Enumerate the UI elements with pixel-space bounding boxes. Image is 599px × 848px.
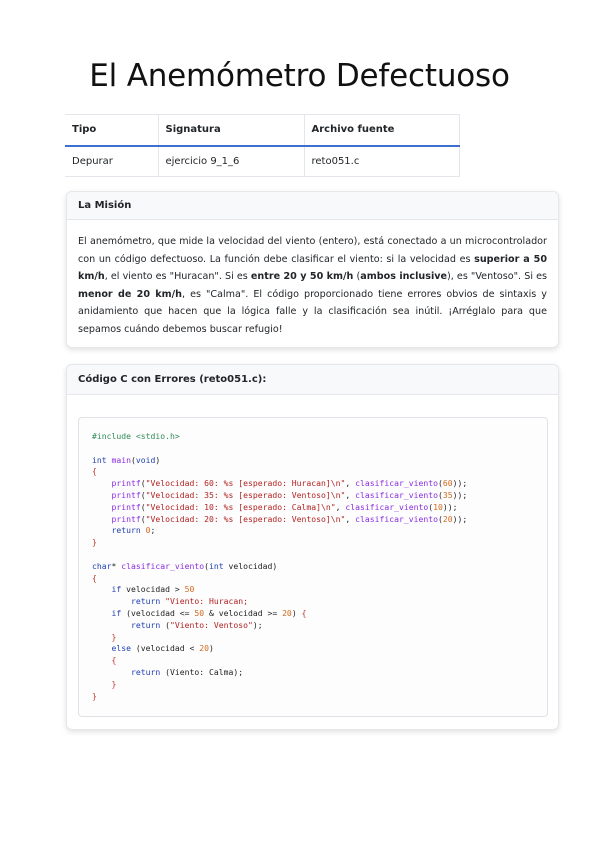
code-line: return ("Viento: Ventoso"); <box>130 619 263 630</box>
table-header-row <box>65 115 460 146</box>
code-block <box>78 417 548 717</box>
code-line: printf("Velocidad: 10: %s [esperado: Calma]\n", clasificar_viento(10)); <box>111 501 458 512</box>
code-line: } <box>111 631 117 642</box>
code-line: if velocidad > 50 <box>111 584 195 595</box>
code-line: return "Viento: Huracan; <box>130 596 248 607</box>
cell-signatura: ejercicio 9_1_6 <box>158 146 304 177</box>
code-line: char* clasificar_viento(int velocidad) <box>92 560 278 571</box>
page-title: El Anemómetro Defectuoso <box>89 58 510 94</box>
code-line: } <box>92 690 97 701</box>
code-line: int main(void) <box>92 454 161 465</box>
code-line: printf("Velocidad: 20: %s [esperado: Ventoso]\n", clasificar_viento(20)); <box>111 513 468 524</box>
cell-tipo: Depurar <box>65 146 158 177</box>
info-table <box>65 114 460 177</box>
code-line: } <box>111 678 117 689</box>
cell-archivo: reto051.c <box>304 146 460 177</box>
header-signatura: Signatura <box>158 115 304 146</box>
code-card <box>66 364 559 730</box>
code-line: if (velocidad <= 50 & velocidad >= 20) { <box>111 607 307 618</box>
code-card-header: Código C con Errores (reto051.c): <box>67 365 558 395</box>
code-line: { <box>92 466 97 477</box>
code-listing <box>92 431 547 702</box>
code-line: printf("Velocidad: 35: %s [esperado: Ventoso]\n", clasificar_viento(35)); <box>111 489 468 500</box>
header-tipo: Tipo <box>65 115 158 146</box>
code-line: { <box>92 572 97 583</box>
mission-card-header: La Misión <box>67 192 558 220</box>
code-line: { <box>111 655 117 666</box>
code-line: return 0; <box>111 525 156 536</box>
mission-card <box>66 191 559 348</box>
code-line: else (velocidad < 20) <box>111 643 214 654</box>
code-line: } <box>92 537 97 548</box>
mission-text: El anemómetro, que mide la velocidad del viento (entero), está conectado a un microcontrolador con un código defectuoso. La función debe clasificar el viento: si la velocidad es superior a 50 km/h, el viento es "Huracan". Si es entre 20 y 50 km/h (ambos inclusive), es "Ventoso". Si es menor de 20 km/h, es "Calma". El código proporcionado tiene errores obvios de sintaxis y anidamiento que hacen que la lógica falle y la clasificación sea inútil. ¡Arréglalo para que sepamos cuándo debemos buscar refugio! <box>78 236 548 335</box>
code-line: printf("Velocidad: 60: %s [esperado: Huracan]\n", clasificar_viento(60)); <box>111 478 468 489</box>
table-row <box>65 146 460 177</box>
code-line: #include <stdio.h> <box>92 431 180 441</box>
code-line: return (Viento: Calma); <box>130 666 244 677</box>
header-archivo: Archivo fuente <box>304 115 460 146</box>
